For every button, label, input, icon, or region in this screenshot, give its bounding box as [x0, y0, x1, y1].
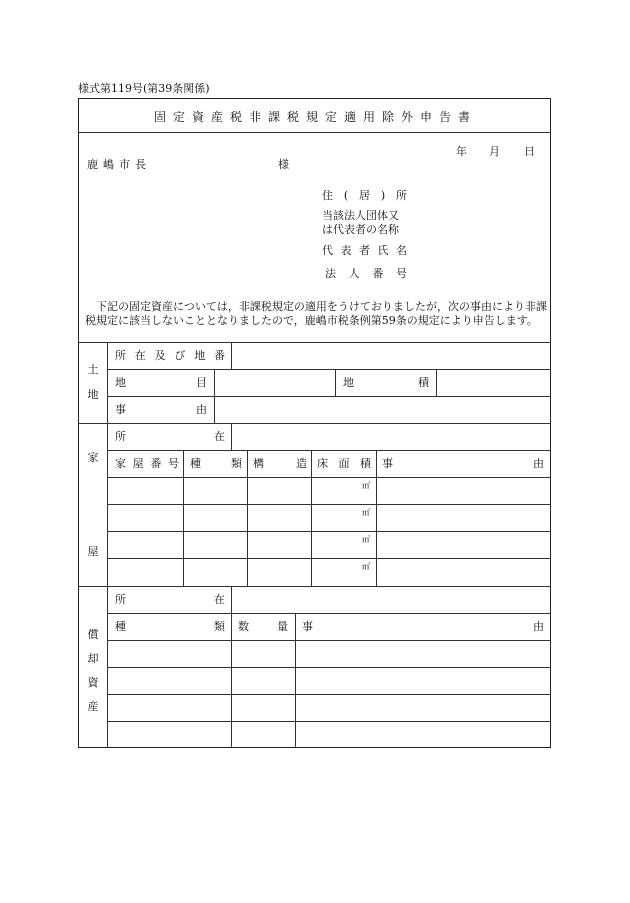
- house-row-line: [107, 531, 550, 532]
- label-char: 事: [382, 457, 393, 470]
- address-label-char: 住: [322, 189, 333, 202]
- label-char: 目: [196, 376, 207, 389]
- label-char: 在: [214, 593, 225, 606]
- addressee-mayor: 鹿嶋市長: [87, 158, 151, 171]
- form-title: 固定資産税非課税規定適用除外申告書: [153, 110, 477, 124]
- label-char: 番: [213, 349, 225, 362]
- house-row-line: [107, 504, 550, 505]
- house-row-line: [107, 558, 550, 559]
- label-char: 数: [238, 620, 249, 633]
- declaration-statement: 下記の固定資産については，非課税規定の適用をうけておりましたが，次の事由により非課税規定に該当しないこととなりましたので，鹿嶋市税条例第59条の規定により申告します。: [85, 300, 547, 327]
- date-year: 年: [456, 145, 467, 158]
- label-char: 在: [134, 349, 146, 362]
- label-char: 事: [302, 620, 313, 633]
- address-label-char: (: [343, 189, 349, 202]
- label-char: 積: [360, 457, 371, 470]
- depreciable-section-label-4: 産: [87, 700, 99, 713]
- land-section-label-1: 土: [87, 363, 99, 376]
- house-col-house-number: [115, 458, 179, 469]
- depreciable-row-line: [107, 721, 550, 722]
- corp-number-label-char: 号: [395, 267, 407, 280]
- label-char: 類: [214, 620, 225, 633]
- label-char: 及: [154, 349, 166, 362]
- form-code: 様式第119号(第39条関係): [78, 82, 210, 95]
- label-char: 造: [296, 457, 307, 470]
- address-label-char: 居: [358, 189, 370, 202]
- house-col-reason: [382, 458, 544, 469]
- rep-label-char: 代: [322, 244, 333, 257]
- floor-area-unit: ㎡: [362, 481, 370, 490]
- label-char: 構: [253, 457, 264, 470]
- label-char: 由: [196, 403, 207, 416]
- land-top-border: [79, 342, 550, 343]
- rep-label-char: 者: [359, 244, 370, 257]
- depreciable-location-label: [115, 594, 225, 605]
- declaration-form: [78, 98, 551, 748]
- corp-number-label-char: 法: [325, 267, 336, 280]
- label-char: 由: [533, 457, 544, 470]
- label-char: 所: [115, 349, 126, 362]
- land-row1-bottom: [107, 369, 550, 370]
- addressee-honorific: 様: [278, 158, 289, 171]
- label-char: び: [174, 349, 186, 362]
- label-char: 号: [167, 457, 179, 470]
- label-char: 事: [115, 403, 126, 416]
- depreciable-row-line: [107, 694, 550, 695]
- house-location-divider: [231, 423, 232, 450]
- depreciable-location-bottom: [107, 613, 550, 614]
- address-label-char: 所: [395, 189, 407, 202]
- rep-label-char: 表: [340, 244, 352, 257]
- land-row2-bottom: [107, 396, 550, 397]
- label-char: 由: [533, 620, 544, 633]
- depreciable-section-label-2: 却: [87, 652, 99, 665]
- house-location-bottom: [107, 450, 550, 451]
- rep-label-char: 名: [396, 244, 407, 257]
- land-area-label: [343, 377, 429, 388]
- label-char: 所: [115, 430, 126, 443]
- address-label: [322, 190, 407, 201]
- label-char: 在: [214, 430, 225, 443]
- label-char: 所: [115, 593, 126, 606]
- house-top-border: [79, 423, 550, 424]
- depreciable-row-line: [107, 667, 550, 668]
- label-char: 地: [194, 349, 206, 362]
- floor-area-unit: ㎡: [362, 562, 370, 571]
- land-row1-divider: [231, 342, 232, 369]
- corp-name-label-line1: 当該法人団体又: [322, 209, 399, 222]
- address-label-char: ): [380, 189, 386, 202]
- representative-label: [322, 245, 407, 256]
- label-char: 面: [338, 457, 350, 470]
- house-col-divider-4: [376, 450, 377, 586]
- label-char: 地: [343, 376, 354, 389]
- floor-area-unit: ㎡: [362, 535, 370, 544]
- date-month: 月: [489, 145, 500, 158]
- label-char: 屋: [132, 457, 144, 470]
- date-day: 日: [524, 145, 535, 158]
- title-divider: [79, 132, 550, 133]
- house-col-structure: [253, 458, 307, 469]
- corp-number-label: [325, 268, 407, 279]
- house-header-bottom: [107, 477, 550, 478]
- rep-label-char: 氏: [377, 244, 389, 257]
- house-section-label-1: 家: [87, 451, 99, 464]
- corp-number-label-char: 番: [372, 267, 384, 280]
- house-location-label: [115, 431, 225, 442]
- depreciable-col-quantity: [238, 621, 288, 632]
- land-area-left-divider: [335, 369, 336, 396]
- house-col-divider-3: [311, 450, 312, 586]
- section-label-column-border: [107, 342, 108, 748]
- label-char: 種: [115, 620, 126, 633]
- corp-name-label-line2: は代表者の名称: [322, 223, 399, 236]
- land-area-right-divider: [436, 369, 437, 396]
- label-char: 量: [277, 620, 288, 633]
- house-col-type: [190, 458, 242, 469]
- depreciable-col-reason: [302, 621, 544, 632]
- house-col-divider-1: [183, 450, 184, 586]
- house-col-floor-area: [317, 458, 371, 469]
- depreciable-section-label-1: 償: [87, 628, 99, 641]
- land-category-label: [115, 377, 207, 388]
- label-char: 番: [150, 457, 162, 470]
- floor-area-unit: ㎡: [362, 508, 370, 517]
- house-section-label-2: 屋: [87, 545, 99, 558]
- label-char: 種: [190, 457, 201, 470]
- label-char: 家: [115, 457, 126, 470]
- label-char: 床: [317, 457, 328, 470]
- label-char: 地: [115, 376, 126, 389]
- house-col-divider-2: [247, 450, 248, 586]
- depreciable-col-divider-2: [295, 613, 296, 748]
- corp-number-label-char: 人: [348, 267, 360, 280]
- depreciable-top-border: [79, 586, 550, 587]
- depreciable-section-label-3: 資: [87, 676, 99, 689]
- depreciable-col-type: [115, 621, 225, 632]
- land-section-label-2: 地: [87, 388, 99, 401]
- land-location-label: [115, 350, 225, 361]
- label-char: 積: [418, 376, 429, 389]
- label-char: 類: [231, 457, 242, 470]
- land-reason-label: [115, 404, 207, 415]
- depreciable-header-bottom: [107, 640, 550, 641]
